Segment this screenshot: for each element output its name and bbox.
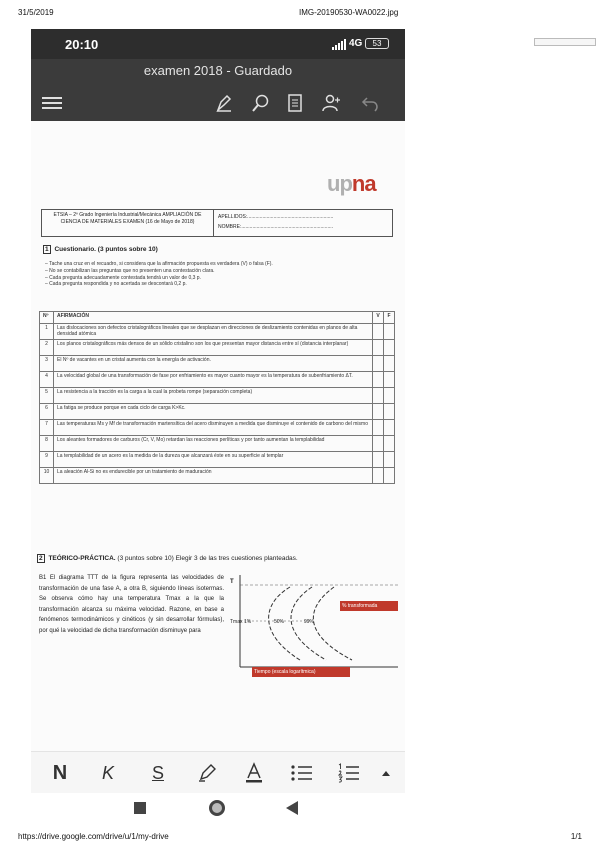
bulleted-list-icon[interactable]	[289, 760, 315, 786]
print-header	[18, 8, 582, 20]
header-false: F	[384, 312, 395, 324]
instruction-item: – No se contabilizan las preguntas que no presenten una contestación clara.	[45, 267, 215, 274]
share-person-icon[interactable]	[318, 91, 344, 115]
status-time: 20:10	[65, 37, 99, 52]
section-1-number: 1	[45, 246, 49, 253]
search-icon[interactable]	[248, 91, 274, 115]
document-page[interactable]	[31, 121, 405, 751]
answer-false-cell[interactable]	[384, 356, 395, 372]
exam-header-box	[41, 209, 393, 237]
answer-true-cell[interactable]	[373, 452, 384, 468]
answer-true-cell[interactable]	[373, 356, 384, 372]
section-2-heading: TEÓRICO-PRÁCTICA.	[48, 555, 116, 562]
table-row: 4 La velocidad global de una transformación de fase por enfriamiento es mayor cuanto mayor es la temperatura de subenfriamiento ΔT.	[40, 372, 395, 388]
question-text: La velocidad global de una transformación de fase por enfriamiento es mayor cuanto mayor es la temperatura de subenfriamiento ΔT.	[54, 372, 373, 388]
curve-label-99: 99%	[304, 619, 315, 625]
answer-false-cell[interactable]	[384, 452, 395, 468]
ttt-curves	[230, 575, 398, 679]
android-nav-bar	[31, 793, 405, 823]
print-page-number: 1/1	[570, 832, 582, 841]
table-row: 3 El Nº de vacantes en un cristal aumenta con la energía de activación.	[40, 356, 395, 372]
answer-false-cell[interactable]	[384, 324, 395, 340]
instructions-list	[45, 261, 391, 288]
answer-true-cell[interactable]	[373, 388, 384, 404]
expand-toolbar-icon[interactable]	[373, 760, 399, 786]
nombre-field: NOMBRE:..................................................................	[218, 224, 334, 230]
italic-icon[interactable]: K	[101, 762, 114, 783]
answer-true-cell[interactable]	[373, 324, 384, 340]
time-axis-banner: Tiempo (escala logarítmica)	[252, 667, 350, 677]
answer-false-cell[interactable]	[384, 468, 395, 484]
section-2-subheading: (3 puntos sobre 10) Elegir 3 de las tres cuestiones planteadas.	[117, 555, 298, 562]
app-bar	[31, 59, 405, 121]
table-row: 6 La fatiga se produce porque en cada ciclo de carga K>Kc.	[40, 404, 395, 420]
draw-icon[interactable]	[211, 91, 237, 115]
section-2-title	[37, 554, 298, 563]
apellidos-field: APELLIDOS:..............................................................	[218, 214, 334, 220]
status-bar	[31, 29, 405, 59]
answer-false-cell[interactable]	[384, 388, 395, 404]
header-num: Nº	[40, 312, 54, 324]
temperature-axis-label: T	[230, 579, 234, 585]
exam-course-info: ETSIA – 2º Grado Ingeniería Industrial/Mecánica AMPLIACIÓN DE CIENCIA DE MATERIALES EXAMEN (16 de Mayo de 2018)	[42, 210, 214, 236]
question-text: La aleación Al-Si no es endurecible por un tratamiento de maduración	[54, 468, 373, 484]
questions-table	[39, 311, 395, 484]
answer-false-cell[interactable]	[384, 436, 395, 452]
section-2-number: 2	[39, 555, 43, 562]
table-header-row	[40, 312, 395, 324]
answer-false-cell[interactable]	[384, 372, 395, 388]
formatting-toolbar	[31, 751, 405, 793]
answer-true-cell[interactable]	[373, 468, 384, 484]
signal-icon	[332, 39, 346, 50]
table-row: 7 Las temperaturas Ms y Mf de transformación martensítica del acero disminuyen a medida que disminuye el contenido de carbono del mismo	[40, 420, 395, 436]
answer-true-cell[interactable]	[373, 420, 384, 436]
section-1-title	[43, 245, 158, 254]
transformed-banner: % transformada	[340, 601, 398, 611]
question-text: La fatiga se produce porque en cada ciclo de carga K>Kc.	[54, 404, 373, 420]
table-row: 1 Las dislocaciones son defectos cristalográficos lineales que se desplazan en direcciones de deslizamiento contenidas en planos de alta densidad atómica	[40, 324, 395, 340]
document-title: examen 2018 - Guardado	[143, 63, 293, 78]
table-row: 2 Los planos cristalográficos más densos de un sólido cristalino son los que presentan mayor distancia entre sí (distancia interplanar)	[40, 340, 395, 356]
answer-true-cell[interactable]	[373, 372, 384, 388]
instruction-item: – Cada pregunta adecuadamente contestada tendrá un valor de 0,3 p.	[45, 274, 201, 281]
print-date: 31/5/2019	[18, 8, 54, 17]
highlighter-icon[interactable]	[194, 760, 220, 786]
undo-icon[interactable]	[357, 91, 383, 115]
answer-true-cell[interactable]	[373, 340, 384, 356]
instruction-item: – Cada pregunta respondida y no acertada se descontará 0,2 p.	[45, 281, 187, 288]
table-row: 8 Los aleantes formadores de carburos (Cr, V, Mo) retardan las reacciones perlíticas y por tanto aumentan la templabilidad	[40, 436, 395, 452]
question-text: Las temperaturas Ms y Mf de transformación martensítica del acero disminuyen a medida que disminuye el contenido de carbono del mismo	[54, 420, 373, 436]
answer-false-cell[interactable]	[384, 404, 395, 420]
header-true: V	[373, 312, 384, 324]
curve-label-50: 50%	[274, 619, 285, 625]
font-color-icon[interactable]	[241, 760, 267, 786]
section-1-heading: Cuestionario. (3 puntos sobre 10)	[54, 246, 158, 253]
phone-screenshot	[31, 29, 405, 823]
ttt-diagram	[230, 575, 398, 679]
answer-true-cell[interactable]	[373, 404, 384, 420]
battery-icon: 53	[365, 38, 389, 49]
numbered-list-icon[interactable]	[336, 760, 362, 786]
curve-label-1: 1%	[244, 619, 252, 625]
print-filename: IMG-20190530-WA0022.jpg	[299, 8, 399, 17]
menu-icon[interactable]	[39, 91, 65, 115]
page-control-bar	[534, 38, 596, 46]
home-icon[interactable]	[208, 799, 226, 817]
bold-icon[interactable]: N	[52, 761, 68, 784]
answer-true-cell[interactable]	[373, 436, 384, 452]
instruction-item: – Tache una cruz en el recuadro, si considera que la afirmación propuesta es verdadera (V) o falsa (F).	[45, 261, 273, 267]
table-row: 9 La templabilidad de un acero es la medida de la dureza que alcanzará éste en su superficie al templar	[40, 452, 395, 468]
university-logo: upna	[327, 171, 376, 196]
table-row: 5 La resistencia a la tracción es la carga a la cual la probeta rompe (separación completa)	[40, 388, 395, 404]
question-text: El Nº de vacantes en un cristal aumenta con la energía de activación.	[54, 356, 373, 372]
reading-view-icon[interactable]	[282, 91, 308, 115]
tmax-label: Tmax	[230, 619, 243, 625]
question-text: La resistencia a la tracción es la carga a la cual la probeta rompe (separación completa)	[54, 388, 373, 404]
question-text: Los aleantes formadores de carburos (Cr, V, Mo) retardan las reacciones perlíticas y por tanto aumentan la templabilidad	[54, 436, 373, 452]
answer-false-cell[interactable]	[384, 420, 395, 436]
back-icon[interactable]	[283, 799, 301, 817]
recent-apps-icon[interactable]	[131, 799, 149, 817]
question-text: Los planos cristalográficos más densos de un sólido cristalino son los que presentan mayor distancia entre sí (distancia interplanar)	[54, 340, 373, 356]
underline-icon[interactable]: S	[151, 762, 164, 783]
header-statement: AFIRMACIÓN	[54, 312, 373, 324]
answer-false-cell[interactable]	[384, 340, 395, 356]
question-b1-text: B1 El diagrama TTT de la figura representa las velocidades de transformación de una fase A, a otra B, siguiendo líneas isotermas. Se observa cómo hay una temperatura Tmax a la que la transformación alcanza su máxima velocidad. Razone, en base a fenómenos termodinámicos y cinéticos (y sin desarrollar fórmulas), por qué la velocidad de dicha transformación disminuye para	[39, 575, 224, 634]
question-text: La templabilidad de un acero es la medida de la dureza que alcanzará éste en su superficie al templar	[54, 452, 373, 468]
student-name-fields	[214, 210, 392, 236]
network-type: 4G	[349, 38, 363, 49]
print-url: https://drive.google.com/drive/u/1/my-drive	[18, 832, 169, 841]
table-row: 10 La aleación Al-Si no es endurecible por un tratamiento de maduración	[40, 468, 395, 484]
question-text: Las dislocaciones son defectos cristalográficos lineales que se desplazan en direcciones de deslizamiento contenidas en planos de alta densidad atómica	[54, 324, 373, 340]
